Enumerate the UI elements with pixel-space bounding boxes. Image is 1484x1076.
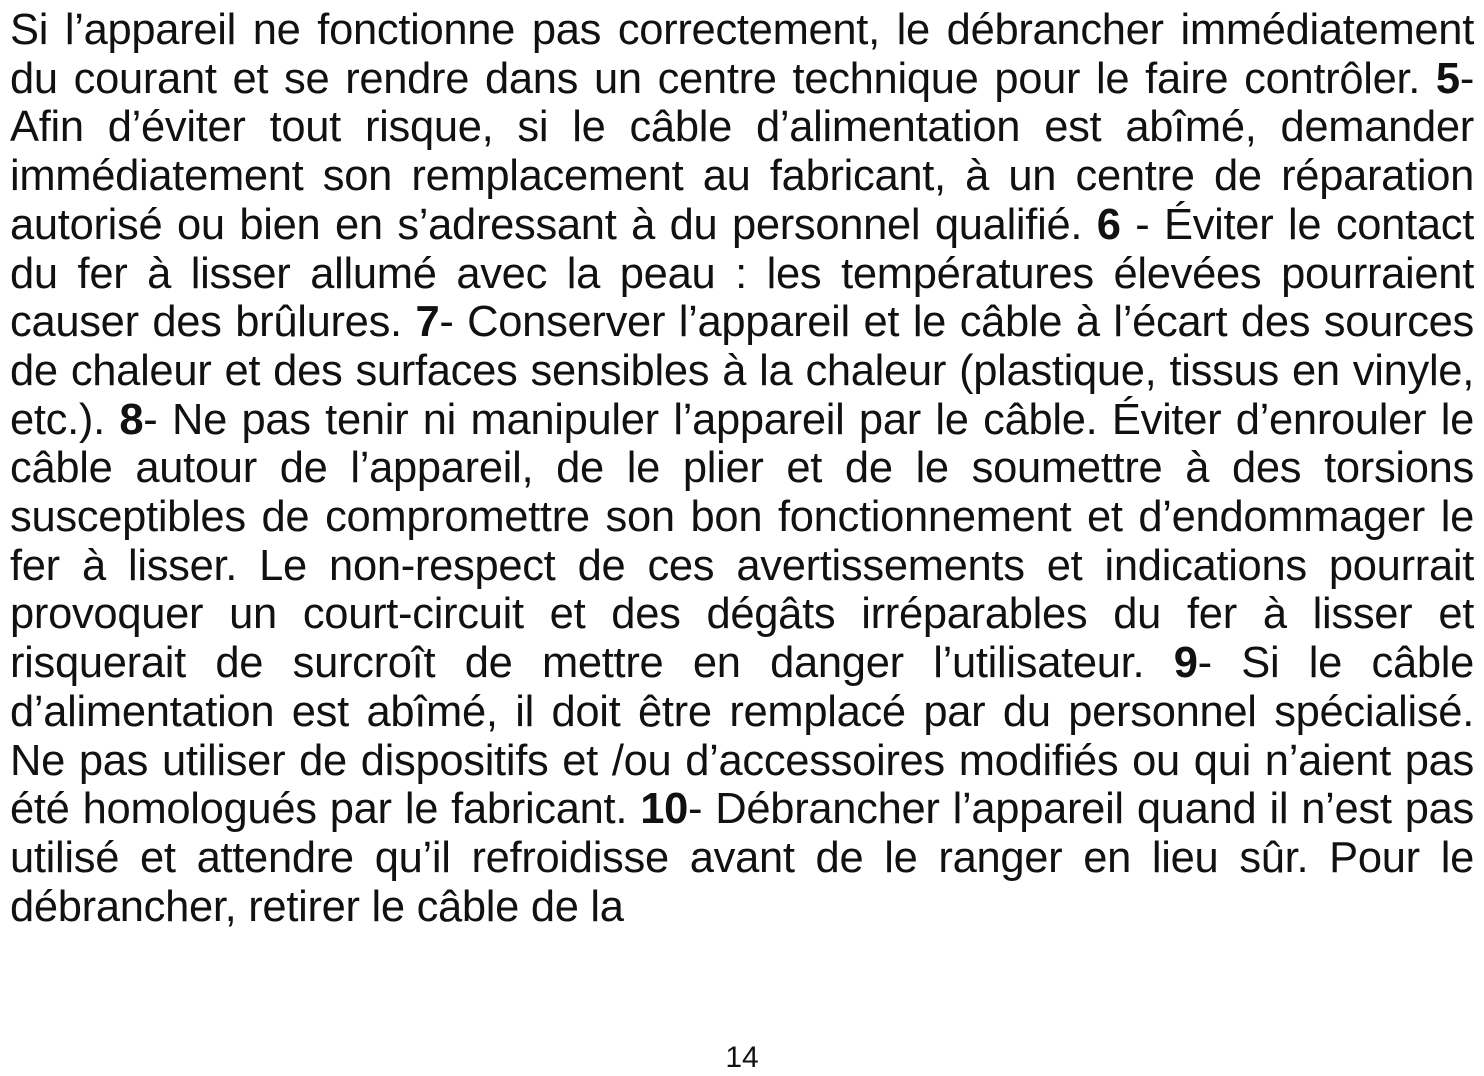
text-segment-7: - Conserver l’appareil et le câble à l’écart des sources de chaleur et des surfaces sensibles à la chaleur (plastique, tissus en vinyle, etc.). bbox=[10, 298, 1475, 444]
text-segment-6: - Éviter le contact du fer à lisser allumé avec la peau : les températures élevées pourraient causer des brûlures. bbox=[10, 200, 1474, 347]
text-segment-10: - Débrancher l’appareil quand il n’est pas utilisé et attendre qu’il refroidisse avant de le ranger en lieu sûr. Pour le débrancher, retirer le câble de la bbox=[10, 785, 1474, 931]
text-segment-intro: Si l’appareil ne fonctionne pas correctement, le débrancher immédiatement du courant et se rendre dans un centre technique pour le faire contrôler. bbox=[10, 6, 1474, 103]
text-segment-5: - Afin d’éviter tout risque, si le câble d’alimentation est abîmé, demander immédiatement son remplacement au fabricant, à un centre de réparation autorisé ou bien en s’adressant à du personnel qualifié. bbox=[10, 54, 1474, 249]
body-paragraph bbox=[10, 6, 1474, 931]
page-number: 14 bbox=[725, 1041, 759, 1074]
item-number-5: 5 bbox=[1435, 54, 1460, 103]
item-number-7: 7 bbox=[415, 298, 440, 347]
item-number-6: 6 bbox=[1096, 200, 1121, 249]
text-segment-8: - Ne pas tenir ni manipuler l’appareil par le câble. Éviter d’enrouler le câble autour de l’appareil, de le plier et de le soumettre à des torsions susceptibles de compromettre son bon fonctionnement et d’endommager le fer à lisser. Le non-respect de ces avertissements et indications pourrait provoquer un court-circuit et des dégâts irréparables du fer à lisser et risquerait de surcroît de mettre en danger l’utilisateur. bbox=[10, 395, 1474, 688]
item-number-9: 9 bbox=[1173, 639, 1198, 688]
item-number-8: 8 bbox=[119, 395, 144, 444]
text-segment-9: - Si le câble d’alimentation est abîmé, il doit être remplacé par du personnel spécialisé. Ne pas utiliser de dispositifs et /ou d’accessoires modifiés ou qui n’aient pas été homologués par le fabricant. bbox=[10, 639, 1474, 834]
item-number-10: 10 bbox=[640, 785, 689, 834]
